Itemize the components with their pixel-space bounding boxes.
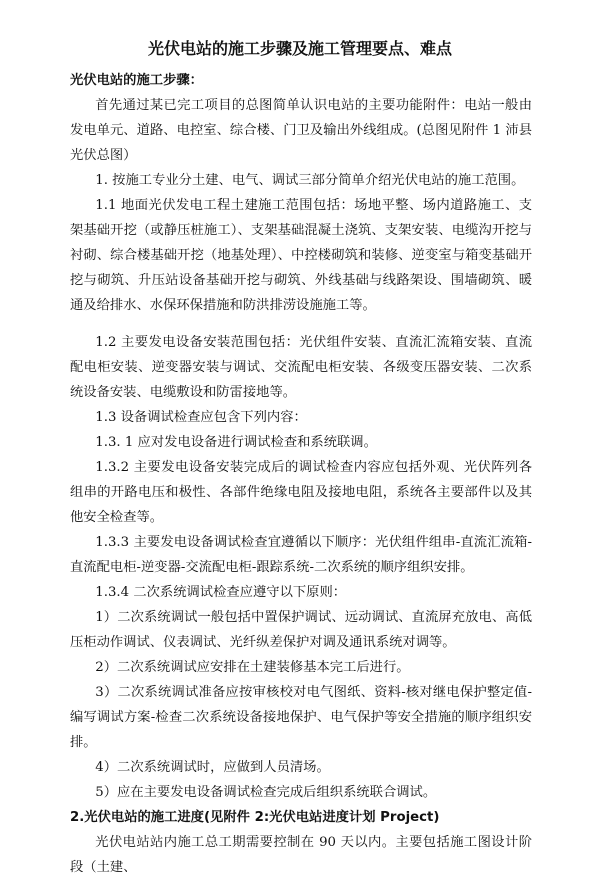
list-item-5: 5）应在主要发电设备调试检查完成后组织系统联合调试。 — [95, 785, 437, 800]
paragraph-1-3: 1.3 设备调试检查应包含下列内容： — [95, 410, 307, 425]
list-item-3: 3）二次系统调试准备应按审核校对电气图纸、资料-核对继电保护整定值-编写调试方案-检查二次系统设备接地保护、电气保护等安全措施的顺序组织安排。 — [70, 685, 532, 750]
paragraph-1-2: 1.2 主要发电设备安装范围包括：光伏组件安装、直流汇流箱安装、直流配电柜安装、逆变器安装与调试、交流配电柜安装、各级变压器安装、二次系统设备安装、电缆敷设和防雷接地等。 — [70, 335, 532, 400]
paragraph-1-3-2: 1.3.2 主要发电设备安装完成后的调试检查内容应包括外观、光伏阵列各组串的开路电压和极性、各部件绝缘电阻及接地电阻，系统各主要部件以及其他安全检查等。 — [70, 460, 532, 525]
document-body — [70, 68, 532, 880]
section-heading-schedule: 2.光伏电站的施工进度(见附件 2:光伏电站进度计划 Project) — [70, 810, 440, 825]
paragraph-1-3-3: 1.3.3 主要发电设备调试检查宜遵循以下顺序：光伏组件组串-直流汇流箱-直流配电柜-逆变器-交流配电柜-跟踪系统-二次系统的顺序组织安排。 — [70, 535, 532, 575]
paragraph-1-3-4: 1.3.4 二次系统调试检查应遵守以下原则： — [95, 585, 347, 600]
page-title: 光伏电站的施工步骤及施工管理要点、难点 — [147, 39, 452, 58]
paragraph-1-1: 1.1 地面光伏发电工程土建施工范围包括：场地平整、场内道路施工、支架基础开挖（或静压桩施工）、支架基础混凝土浇筑、支架安装、电缆沟开挖与衬砌、综合楼基础开挖（地基处理）、中控楼砌筑和装修、逆变室与箱变基础开挖与砌筑、升压站设备基础开挖与砌筑、外线基础与线路架设、围墙砌筑、暖通及给排水、水保环保措施和防洪排涝设施施工等。 — [70, 198, 532, 313]
list-item-4: 4）二次系统调试时，应做到人员清场。 — [95, 760, 330, 775]
list-item-1: 1）二次系统调试一般包括中置保护调试、远动调试、直流屏充放电、高低压柜动作调试、仪表调试、光纤纵差保护对调及通讯系统对调等。 — [70, 610, 532, 650]
paragraph-1: 1. 按施工专业分土建、电气、调试三部分简单介绍光伏电站的施工范围。 — [95, 173, 525, 188]
paragraph-2: 光伏电站站内施工总工期需要控制在 90 天以内。主要包括施工图设计阶段（土建、 — [70, 835, 532, 875]
list-item-2: 2）二次系统调试应安排在土建装修基本完工后进行。 — [95, 660, 410, 675]
paragraph-1-3-1: 1.3. 1 应对发电设备进行调试检查和系统联调。 — [95, 435, 377, 450]
section-heading-construction-steps: 光伏电站的施工步骤： — [70, 73, 203, 88]
paragraph-intro: 首先通过某已完工项目的总图简单认识电站的主要功能附件：电站一般由发电单元、道路、电控室、综合楼、门卫及输出外线组成。(总图见附件 1 沛县光伏总图） — [70, 98, 532, 163]
